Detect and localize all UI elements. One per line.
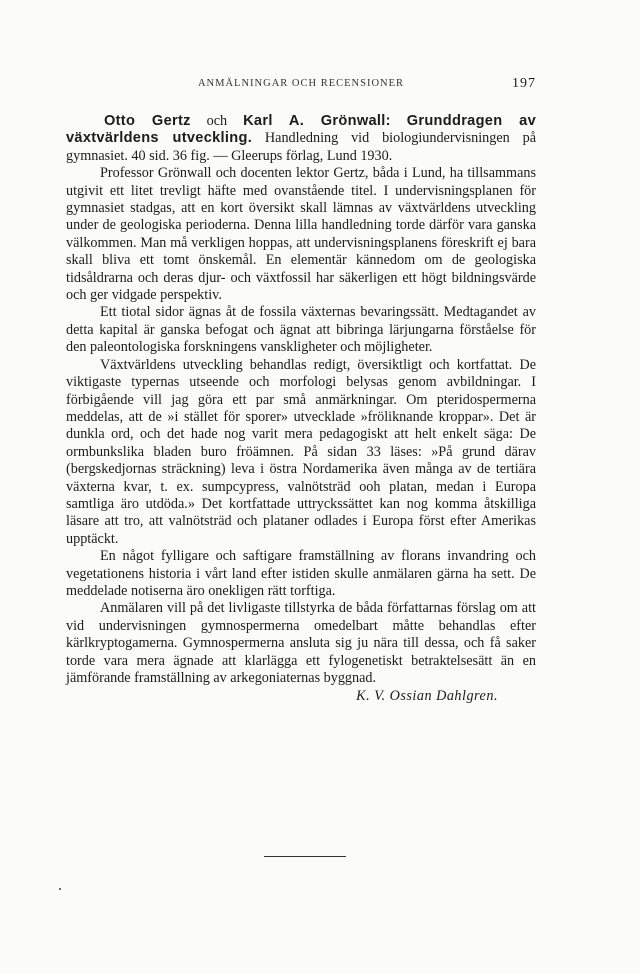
page-number: 197 bbox=[512, 76, 536, 91]
paragraph-2: Ett tiotal sidor ägnas åt de fossila växternas bevaringssätt. Medtagandet av detta kapital är ganska befogat och ägnat att bibringa lärjungarna förståelse för den paleontologiska forskningens vanskligheter och möjligheter. bbox=[66, 304, 536, 356]
closing-rule bbox=[264, 856, 346, 857]
paragraph-4: En något fylligare och saftigare framställning av florans invandring och vegetationens historia i vårt land efter istiden skulle anmälaren gärna ha sett. De meddelade notiserna äro onekligen rätt torftiga. bbox=[66, 548, 536, 599]
review-heading bbox=[66, 113, 536, 165]
running-head: ANMÄLNINGAR OCH RECENSIONER bbox=[197, 78, 405, 89]
author-2: Karl A. Grönwall: bbox=[243, 113, 391, 129]
author-connector: och bbox=[206, 113, 228, 129]
scan-speck bbox=[59, 888, 61, 890]
book-details: Handledning vid biologiundervisningen på gymnasiet. 40 sid. 36 fig. — Gleerups förlag, Lund 1930. bbox=[66, 130, 536, 164]
review-body bbox=[66, 113, 536, 706]
author-1: Otto Gertz bbox=[104, 113, 191, 129]
page-header bbox=[66, 76, 536, 96]
reviewer-signature: K. V. Ossian Dahlgren. bbox=[356, 688, 498, 705]
paragraph-5: Anmälaren vill på det livligaste tillstyrka de båda författarnas förslag om att vid undervisningen gymnospermerna omedelbart måtte behandlas efter kärlkryptogamerna. Gymnospermerna ansluta sig ju nära till dessa, och få saker torde vara mera ägnade att klarlägga ett fylogenetiskt betraktelsesätt än en jämförande framställning av arkegoniaternas byggnad. bbox=[66, 600, 536, 686]
book-title: Grunddragen av växtvärldens utveckling. bbox=[66, 113, 536, 147]
paragraph-1: Professor Grönwall och docenten lektor Gertz, båda i Lund, ha tillsammans utgivit ett litet trevligt häfte med ovanstående titel. I undervisningsplanen för gymnasiet stadgas, att en kort översikt skall lämnas av växtvärldens utveckling under de geologiska perioderna. Denna lilla handledning torde därför vara ganska välkommen. Man må verkligen hoppas, att undervisningsplanens föreskrift ej bara skall bliva ett tomt önskemål. En elementär kännedom om de geologiska tidsåldrarna och deras djur- och växtfossil har säkerligen ett högt bildningsvärde och ger vidgade perspektiv. bbox=[66, 165, 536, 304]
paragraph-3: Växtvärldens utveckling behandlas redigt, översiktligt och kortfattat. De viktigaste typernas utseende och morfologi belysas genom avbildningar. I förbigående vill jag göra ett par små anmärkningar. Om pteridospermerna meddelas, att de »i stället för sporer» utvecklade »fröliknande kroppar». Det är dunkla ord, och det hade nog varit mera pedagogiskt att helt enkelt säga: De ormbunkslika bladen buro fröämnen. På sidan 33 läses: »På grund därav (bergskedjornas sträckning) leva i östra Nordamerika även många av de tertiära växterna kvar, t. ex. sumpcypress, valnötsträd ooh platan, medan i Europa samtliga äro utdöda.» Det kortfattade uttryckssättet kan nog komma åtskilliga läsare att tro, att valnötsträd och plataner odlades i Europa först efter Amerikas upptäckt. bbox=[66, 356, 536, 547]
